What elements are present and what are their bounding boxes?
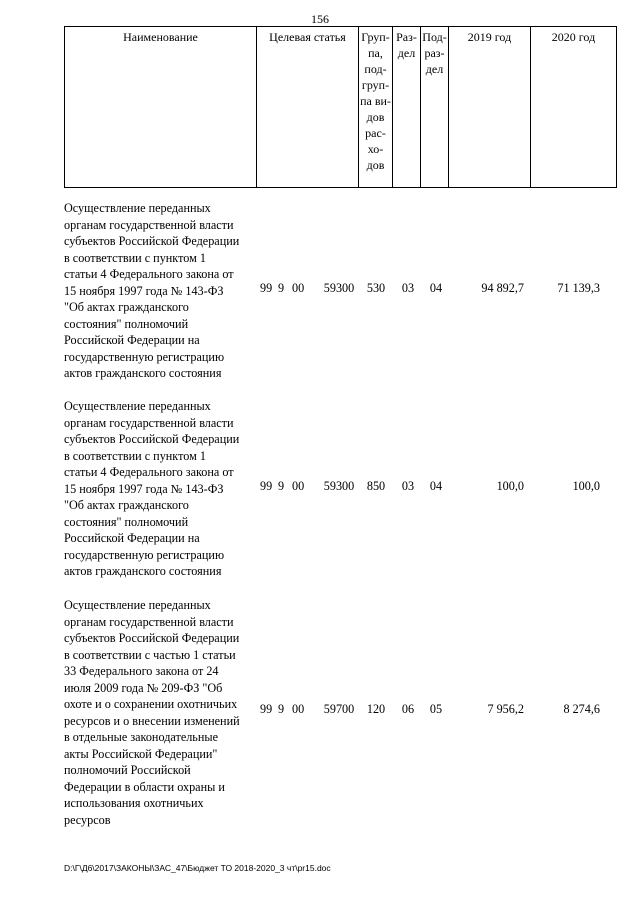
row-subsection: 04 [429,281,443,295]
row-target-part2: 9 [278,702,285,716]
row-2019: 7 956,2 [487,702,524,716]
row-section: 06 [401,702,415,716]
row-section: 03 [401,281,415,295]
row-target-part4: 59300 [323,479,355,493]
row-subsection: 04 [429,479,443,493]
row-group: 120 [366,702,386,716]
header-group: Груп- па, под- груп- па ви- дов рас- хо- дов [359,27,393,188]
header-target: Целевая статья [257,27,359,188]
header-section: Раз- дел [393,27,421,188]
header-2019: 2019 год [449,27,531,188]
row-target-part2: 9 [278,281,285,295]
header-subsection: Под- раз- дел [421,27,449,188]
row-2020: 100,0 [572,479,600,493]
row-target-part1: 99 [260,281,273,295]
row-name: Осуществление переданных органам государственной власти субъектов Российской Федерации в соответствии с частью 1 статьи 33 Федерального закона от 24 июля 2009 года № 209-ФЗ "Об охоте и о сохранении охотничьих ресурсов и о внесении изменений в отдельные законодательные акты Российской Федерации" полномочий Российской Федерации в области охраны и использования охотничьих ресурсов [64,598,240,827]
row-2019: 100,0 [496,479,524,493]
header-2020: 2020 год [531,27,617,188]
row-name: Осуществление переданных органам государственной власти субъектов Российской Федерации в соответствии с пунктом 1 статьи 4 Федерального закона от 15 ноября 1997 года № 143-ФЗ "Об актах гражданского состояния" полномочий Российской Федерации на государственную регистрацию актов гражданского состояния [64,201,240,380]
row-2020: 71 139,3 [557,281,600,295]
row-target-part1: 99 [260,702,273,716]
row-2019: 94 892,7 [481,281,524,295]
row-2020: 8 274,6 [563,702,600,716]
row-group: 530 [366,281,386,295]
row-target-part3: 00 [292,479,305,493]
row-name: Осуществление переданных органам государственной власти субъектов Российской Федерации в соответствии с пунктом 1 статьи 4 Федерального закона от 15 ноября 1997 года № 143-ФЗ "Об актах гражданского состояния" полномочий Российской Федерации на государственную регистрацию актов гражданского состояния [64,399,240,578]
row-group: 850 [366,479,386,493]
row-subsection: 05 [429,702,443,716]
table-header [64,26,617,188]
row-target-part4: 59300 [323,281,355,295]
row-section: 03 [401,479,415,493]
row-target-part1: 99 [260,479,273,493]
row-target-part4: 59700 [323,702,355,716]
page-number: 156 [311,12,329,26]
row-target-part2: 9 [278,479,285,493]
row-target-part3: 00 [292,281,305,295]
file-path-footer: D:\Г\Д6\2017\ЗАКОНЫ\ЗАС_47\Бюджет ТО 2018-2020_3 чт\pr15.doc [64,863,331,873]
header-name: Наименование [65,27,257,188]
row-target-part3: 00 [292,702,305,716]
